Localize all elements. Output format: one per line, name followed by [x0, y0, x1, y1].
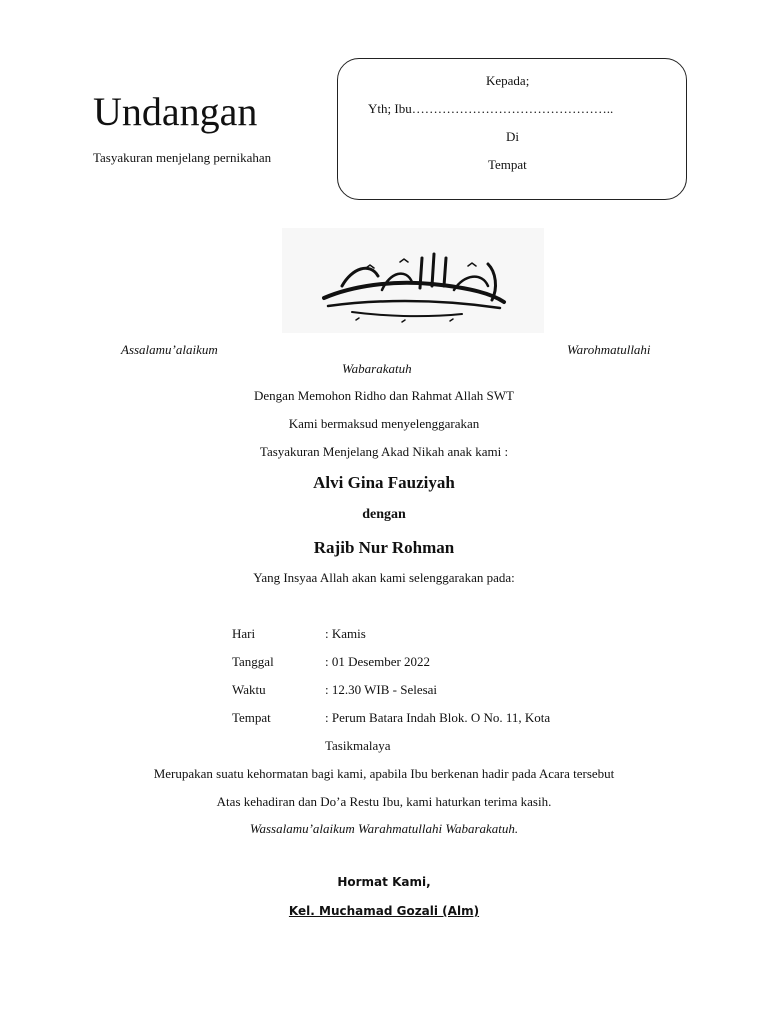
body-line-schedule-intro: Yang Insyaa Allah akan kami selenggarakan pada:	[253, 570, 515, 585]
address-box	[337, 58, 687, 200]
groom-name: Rajib Nur Rohman	[313, 538, 455, 557]
page-title: Undangan	[93, 89, 258, 134]
body-line-event: Tasyakuran Menjelang Akad Nikah anak kami :	[259, 444, 509, 459]
greeting-assalamu: Assalamu’alaikum	[121, 342, 218, 357]
address-di: Di	[506, 129, 519, 144]
detail-label-tempat: Tempat	[232, 710, 271, 725]
conjunction-dengan: dengan	[362, 507, 406, 522]
detail-label-waktu: Waktu	[232, 682, 266, 697]
detail-value-tempat-cont: Tasikmalaya	[325, 738, 391, 753]
address-recipient: Yth; Ibu………………………………………..	[368, 101, 614, 116]
bismillah-calligraphy-icon	[282, 228, 544, 333]
signature-name: Kel. Muchamad Gozali (Alm)	[288, 904, 480, 918]
body-line-intent: Kami bermaksud menyelenggarakan	[288, 416, 480, 431]
detail-value-tempat: : Perum Batara Indah Blok. O No. 11, Kota	[325, 710, 551, 725]
closing-thanks: Atas kehadiran dan Do’a Restu Ibu, kami haturkan terima kasih.	[216, 794, 552, 809]
detail-value-hari: : Kamis	[325, 626, 366, 641]
page-subtitle: Tasyakuran menjelang pernikahan	[93, 150, 272, 165]
closing-honor: Merupakan suatu kehormatan bagi kami, apabila Ibu berkenan hadir pada Acara tersebut	[153, 766, 615, 781]
detail-label-tanggal: Tanggal	[232, 654, 274, 669]
bride-name: Alvi Gina Fauziyah	[313, 473, 455, 492]
closing-salam: Wassalamu’alaikum Warahmatullahi Wabarakatuh.	[249, 821, 519, 836]
greeting-warohmatullahi: Warohmatullahi	[567, 342, 651, 357]
address-place: Tempat	[488, 157, 527, 172]
detail-value-waktu: : 12.30 WIB - Selesai	[325, 682, 438, 697]
address-to: Kepada;	[486, 73, 530, 88]
signature-title: Hormat Kami,	[337, 875, 431, 889]
greeting-wabarakatuh: Wabarakatuh	[342, 361, 412, 376]
detail-label-hari: Hari	[232, 626, 256, 641]
detail-value-tanggal: : 01 Desember 2022	[325, 654, 431, 669]
body-line-ridho: Dengan Memohon Ridho dan Rahmat Allah SWT	[254, 388, 514, 403]
